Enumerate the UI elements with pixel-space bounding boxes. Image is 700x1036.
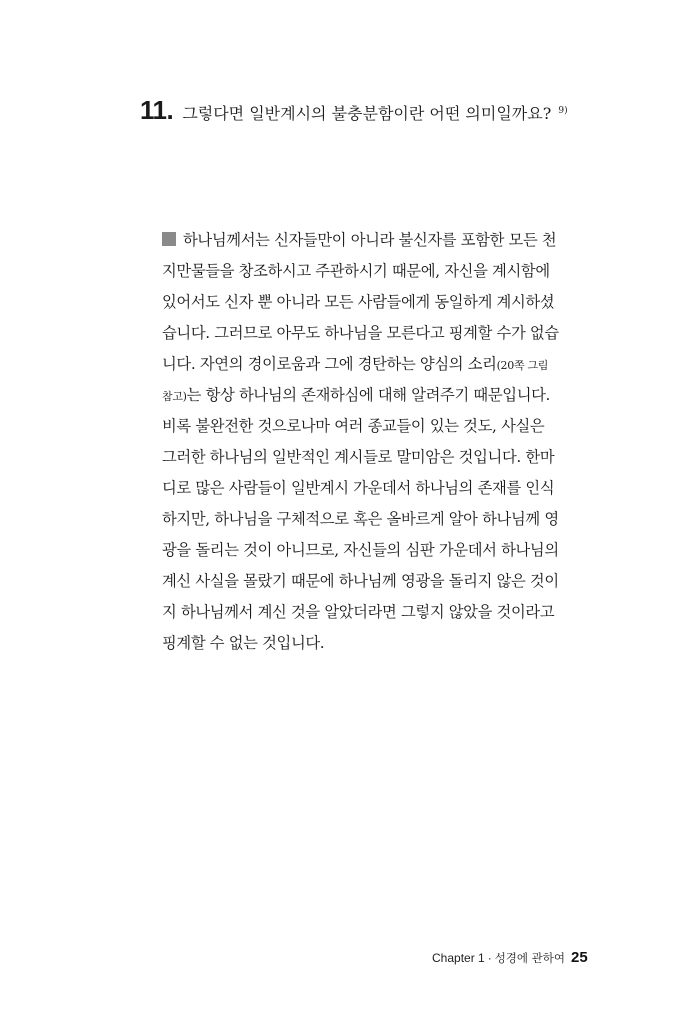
answer-line-text: 하나님께서는 신자들만이 아니라 불신자를 포함한 모든 천 [183, 231, 557, 249]
answer-line: 핑계할 수 없는 것입니다. [162, 634, 325, 652]
answer-line: 광을 돌리는 것이 아니므로, 자신들의 심판 가운데서 하나님의 [162, 541, 559, 559]
bullet-square-icon [162, 232, 176, 246]
answer-line: 지 하나님께서 계신 것을 알았더라면 그렇지 않았을 것이라고 [162, 603, 555, 621]
footer-section-title: 성경에 관하여 [494, 951, 566, 965]
answer-body [162, 225, 602, 659]
answer-line: 디로 많은 사람들이 일반계시 가운데서 하나님의 존재를 인식 [162, 479, 555, 497]
answer-line: 계신 사실을 몰랐기 때문에 하나님께 영광을 돌리지 않은 것이 [162, 572, 559, 590]
footer-chapter: Chapter 1 [432, 951, 485, 965]
question-footnote-marker: 9) [558, 105, 568, 116]
question-number: 11. [140, 95, 174, 125]
page-number: 25 [571, 949, 588, 966]
question-text: 그렇다면 일반계시의 불충분함이란 어떤 의미일까요? [182, 104, 552, 123]
answer-line-text: 니다. 자연의 경이로움과 그에 경탄하는 양심의 소리 [162, 355, 497, 373]
answer-line-text: 는 항상 하나님의 존재하심에 대해 알려주기 때문입니다. [186, 386, 551, 404]
footer-separator: · [487, 951, 492, 965]
answer-line [162, 380, 602, 411]
answer-line [162, 349, 602, 380]
answer-line: 있어서도 신자 뿐 아니라 모든 사람들에게 동일하게 계시하셨 [162, 293, 555, 311]
answer-line: 비록 불완전한 것으로나마 여러 종교들이 있는 것도, 사실은 [162, 417, 545, 435]
answer-line [162, 225, 602, 256]
page-footer [432, 946, 604, 969]
figure-reference-end: 참고) [162, 390, 187, 403]
answer-line: 그러한 하나님의 일반적인 계시들로 말미암은 것입니다. 한마 [162, 448, 555, 466]
question-heading [140, 92, 660, 132]
answer-line: 지만물들을 창조하시고 주관하시기 때문에, 자신을 계시함에 [162, 262, 550, 280]
figure-reference: (20쪽 그림 [496, 359, 549, 372]
answer-line: 하지만, 하나님을 구체적으로 혹은 올바르게 알아 하나님께 영 [162, 510, 559, 528]
answer-line: 습니다. 그러므로 아무도 하나님을 모른다고 핑계할 수가 없습 [162, 324, 559, 342]
